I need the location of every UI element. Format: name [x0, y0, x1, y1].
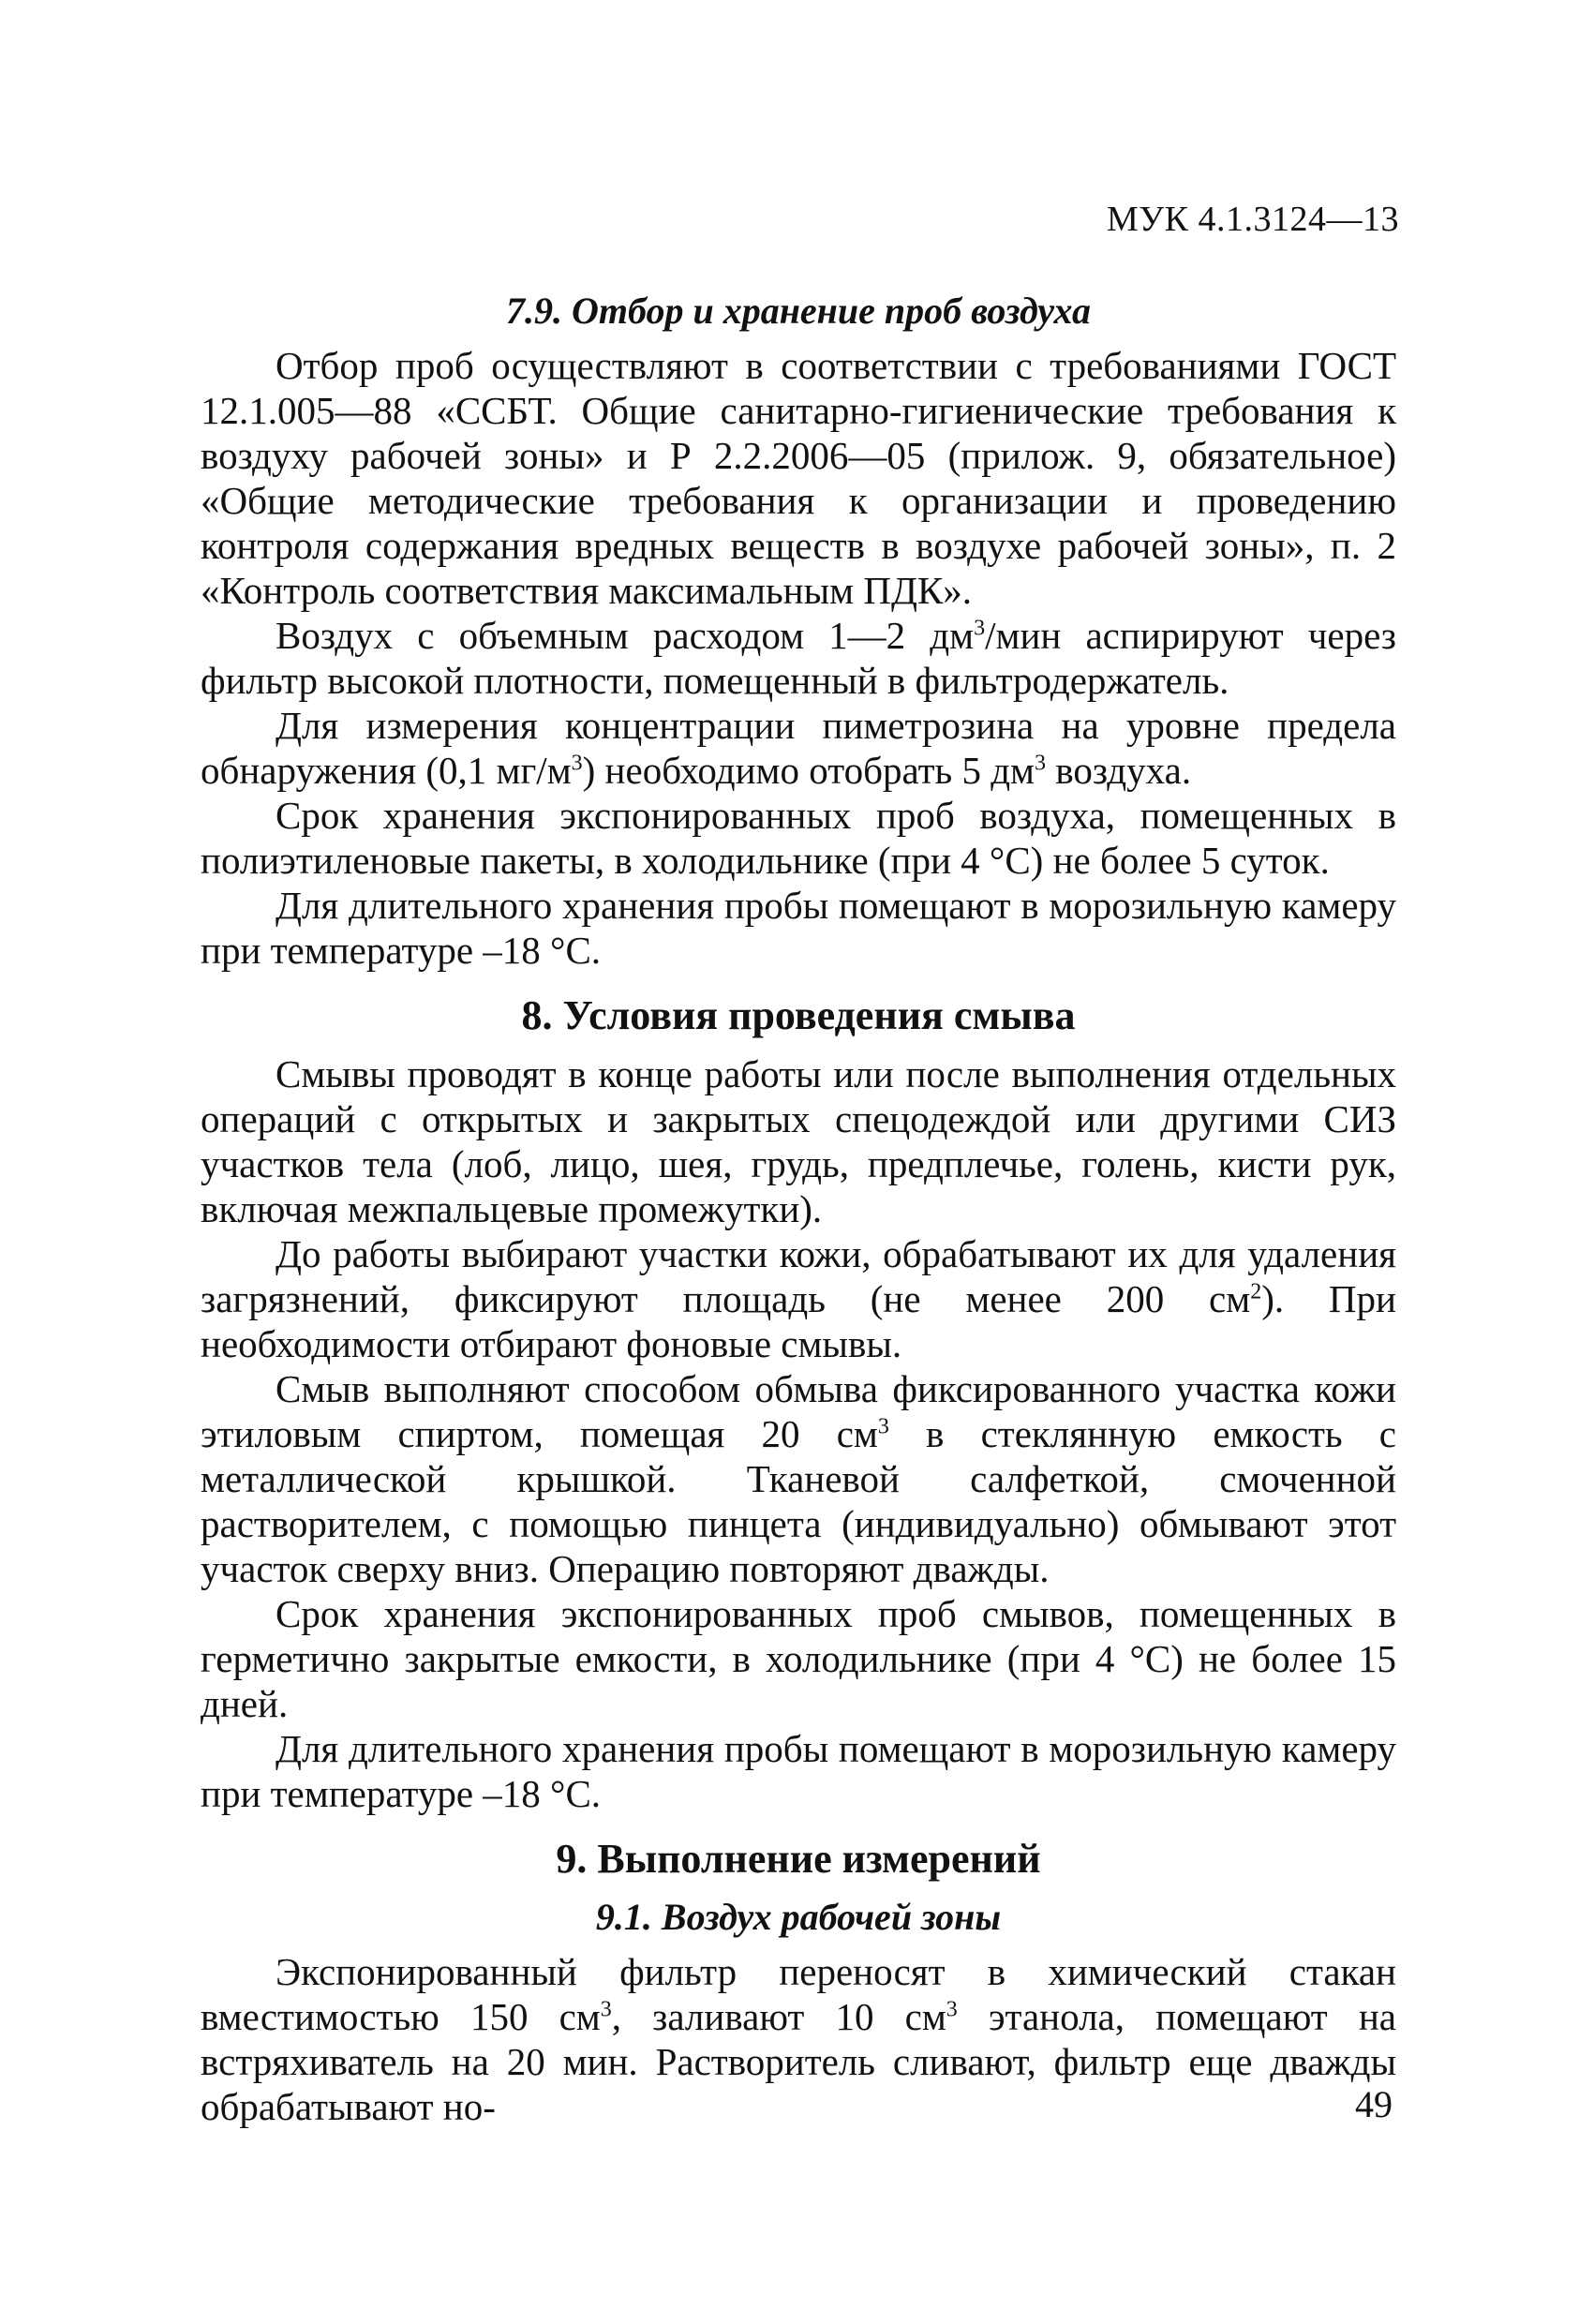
document-code-header: МУК 4.1.3124—13 — [1106, 200, 1399, 239]
paragraph: Для длительного хранения пробы помещают в морозильную камеру при температуре –18 °С. — [201, 884, 1396, 972]
paragraph: Отбор проб осуществляют в соответствии с требованиями ГОСТ 12.1.005—88 «ССБТ. Общие санитарно-гигиенические требования к воздуху рабочей зоны» и Р 2.2.2006—05 (прилож. 9, обязательное) «Общие методические требования к организации и проведению контроля содержания вредных веществ в воздухе рабочей зоны», п. 2 «Контроль соответствия максимальным ПДК». — [201, 344, 1396, 612]
page-number: 49 — [1355, 2083, 1393, 2125]
paragraph: До работы выбирают участки кожи, обрабатывают их для удаления загрязнений, фиксируют площадь (не менее 200 $см^2$). При необходимости отбирают фоновые смывы. — [201, 1232, 1396, 1365]
paragraph: Экспонированный фильтр переносят в химический стакан вместимостью 150 $см^3$, заливают 10 $см^3$ этанола, помещают на встряхиватель на 20 мин. Растворитель сливают, фильтр еще дважды обрабатывают но- — [201, 1950, 1396, 2128]
paragraph: Для измерения концентрации пиметрозина на уровне предела обнаружения (0,1 $мг/м^3$) необходимо отобрать 5 $дм^3$ воздуха. — [201, 704, 1396, 792]
page-body — [201, 281, 1396, 2129]
section-heading-9: 9. Выполнение измерений — [556, 1836, 1041, 1882]
section-heading-8: 8. Условия проведения смыва — [521, 992, 1076, 1038]
paragraph: Смыв выполняют способом обмыва фиксированного участка кожи этиловым спиртом, помещая 20 $см^3$ в стеклянную емкость с металлической крышкой. Тканевой салфеткой, смоченной растворителем, с помощью пинцета (индивидуально) обмывают этот участок сверху вниз. Операцию повторяют дважды. — [201, 1367, 1396, 1590]
paragraph: Срок хранения экспонированных проб воздуха, помещенных в полиэтиленовые пакеты, в холодильнике (при 4 °С) не более 5 суток. — [201, 794, 1396, 882]
paragraph: Для длительного хранения пробы помещают в морозильную камеру при температуре –18 °С. — [201, 1727, 1396, 1815]
paragraph: Воздух с объемным расходом 1—2 $дм^3$/мин аспирируют через фильтр высокой плотности, помещенный в фильтродержатель. — [201, 614, 1396, 702]
paragraph: Смывы проводят в конце работы или после выполнения отдельных операций с открытых и закрытых спецодеждой или другими СИЗ участков тела (лоб, лицо, шея, грудь, предплечье, голень, кисти рук, включая межпальцевые промежутки). — [201, 1052, 1396, 1230]
subsection-heading-7-9: 7.9. Отбор и хранение проб воздуха — [506, 290, 1091, 332]
subsection-heading-9-1: 9.1. Воздух рабочей зоны — [595, 1896, 1002, 1938]
paragraph: Срок хранения экспонированных проб смывов, помещенных в герметично закрытые емкости, в холодильнике (при 4 °С) не более 15 дней. — [201, 1592, 1396, 1725]
